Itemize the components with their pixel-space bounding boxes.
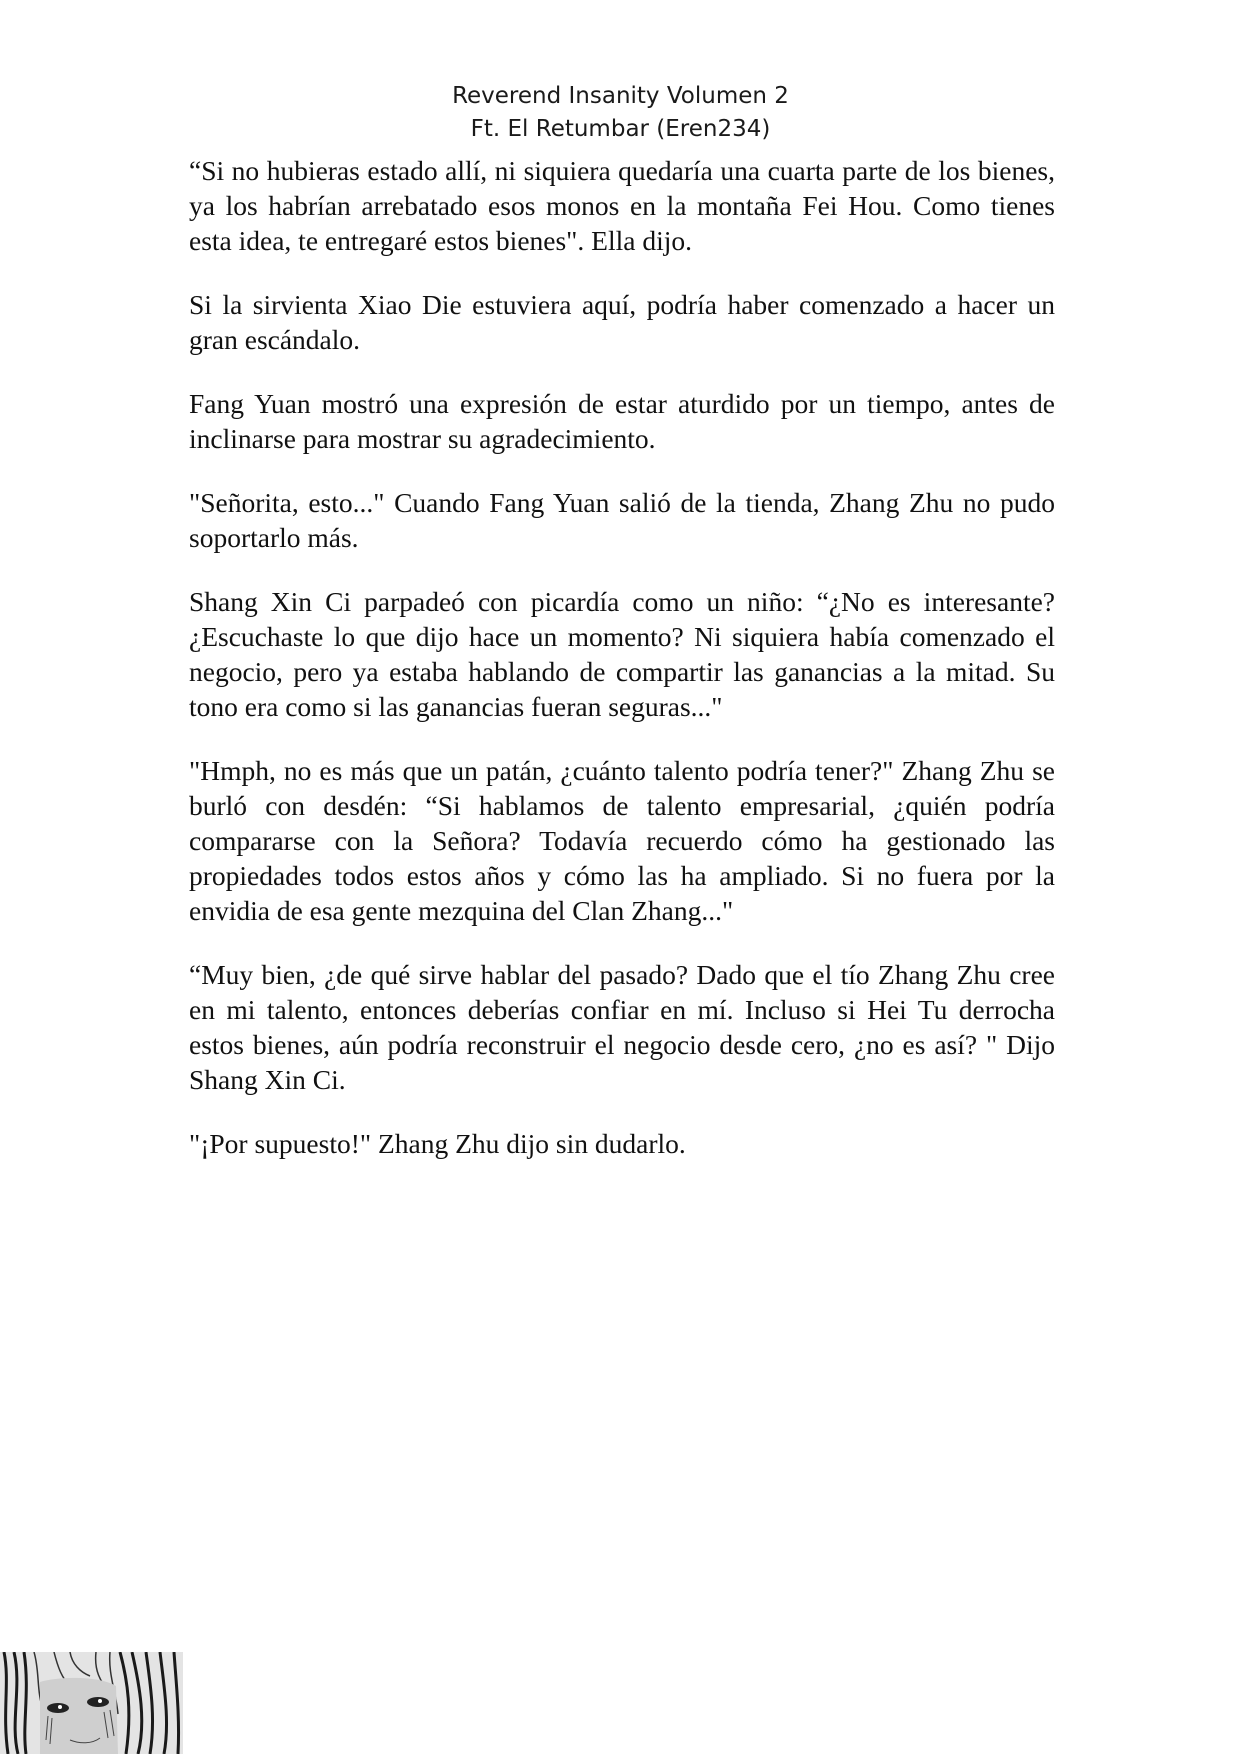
paragraph: “Si no hubieras estado allí, ni siquiera quedaría una cuarta parte de los bienes, ya los habrían arrebatado esos monos en la montaña Fei Hou. Como tienes esta idea, te entregaré estos bienes". Ella dijo. <box>189 155 1055 256</box>
paragraph: Fang Yuan mostró una expresión de estar aturdido por un tiempo, antes de inclinarse para mostrar su agradecimiento. <box>189 388 1055 454</box>
character-portrait-image <box>0 1652 183 1754</box>
paragraph: “Muy bien, ¿de qué sirve hablar del pasado? Dado que el tío Zhang Zhu cree en mi talento, entonces deberías confiar en mí. Incluso si Hei Tu derrocha estos bienes, aún podría reconstruir el negocio desde cero, ¿no es así? " Dijo Shang Xin Ci. <box>189 959 1055 1095</box>
paragraph: Shang Xin Ci parpadeó con picardía como un niño: “¿No es interesante? ¿Escuchaste lo que dijo hace un momento? Ni siquiera había comenzado el negocio, pero ya estaba hablando de compartir las ganancias a la mitad. Su tono era como si las ganancias fueran seguras..." <box>189 586 1055 722</box>
paragraph: "Hmph, no es más que un patán, ¿cuánto talento podría tener?" Zhang Zhu se burló con desdén: “Si hablamos de talento empresarial, ¿quién podría compararse con la Señora? Todavía recuerdo cómo ha gestionado las propiedades todos estos años y cómo las ha ampliado. Si no fuera por la envidia de esa gente mezquina del Clan Zhang..." <box>189 755 1055 926</box>
page-header <box>0 80 1241 146</box>
header-subtitle: Ft. El Retumbar (Eren234) <box>470 116 771 142</box>
paragraph: Si la sirvienta Xiao Die estuviera aquí, podría haber comenzado a hacer un gran escándalo. <box>189 289 1055 355</box>
body-text <box>189 153 1055 1190</box>
header-title: Reverend Insanity Volumen 2 <box>452 83 789 109</box>
paragraph: "Señorita, esto..." Cuando Fang Yuan salió de la tienda, Zhang Zhu no pudo soportarlo más. <box>189 487 1055 553</box>
paragraph: "¡Por supuesto!" Zhang Zhu dijo sin dudarlo. <box>189 1128 686 1159</box>
